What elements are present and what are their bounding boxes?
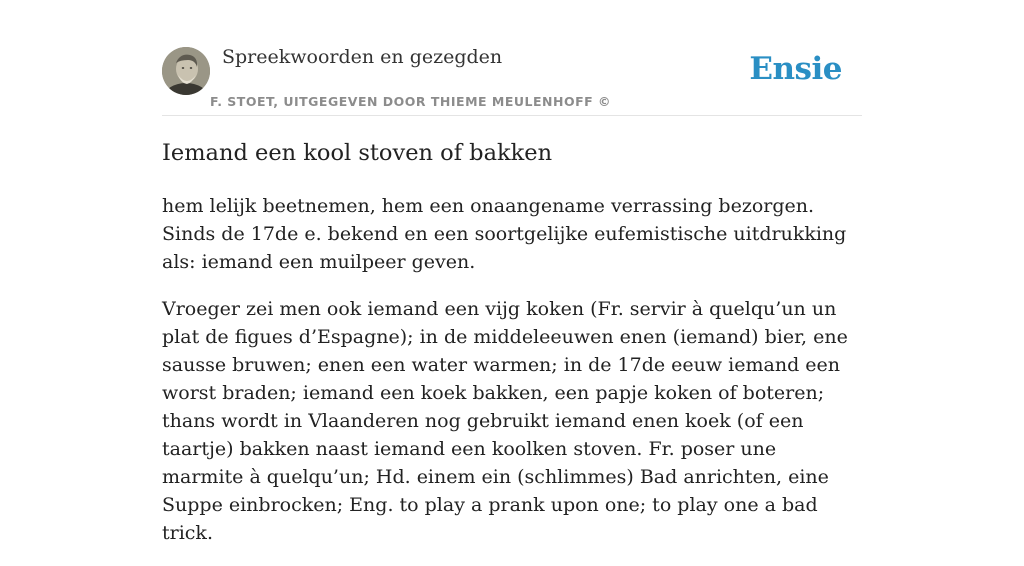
entry-paragraph: hem lelijk beetnemen, hem een onaangename verrassing bezorgen. Sinds de 17de e. bekend en een soortgelijke eufemistische uitdrukking als: iemand een muilpeer geven. xyxy=(162,195,847,273)
source-credit: F. STOET, UITGEGEVEN DOOR THIEME MEULENHOFF © xyxy=(210,94,612,109)
author-portrait-icon xyxy=(162,47,210,95)
entry-body xyxy=(162,192,862,566)
author-avatar[interactable] xyxy=(162,47,210,95)
entry-title: Iemand een kool stoven of bakken xyxy=(162,140,553,166)
header-divider xyxy=(162,115,862,116)
page-container xyxy=(162,0,862,544)
ensie-logo[interactable]: Ensie xyxy=(749,51,842,87)
entry-paragraph: Vroeger zei men ook iemand een vijg koken (Fr. servir à quelqu’un un plat de figues d’Espagne); in de middeleeuwen enen (iemand) bier, ene sausse bruwen; enen een water warmen; in de 17de eeuw iemand een worst braden; iemand een koek bakken, een papje koken of boteren; thans wordt in Vlaanderen nog gebruikt iemand enen koek (of een taartje) bakken naast iemand een koolken stoven. Fr. poser une marmite à quelqu’un; Hd. einem ein (schlimmes) Bad anrichten, eine Suppe einbrocken; Eng. to play a prank upon one; to play one a bad trick. xyxy=(162,298,848,544)
source-title[interactable]: Spreekwoorden en gezegden xyxy=(222,46,503,68)
